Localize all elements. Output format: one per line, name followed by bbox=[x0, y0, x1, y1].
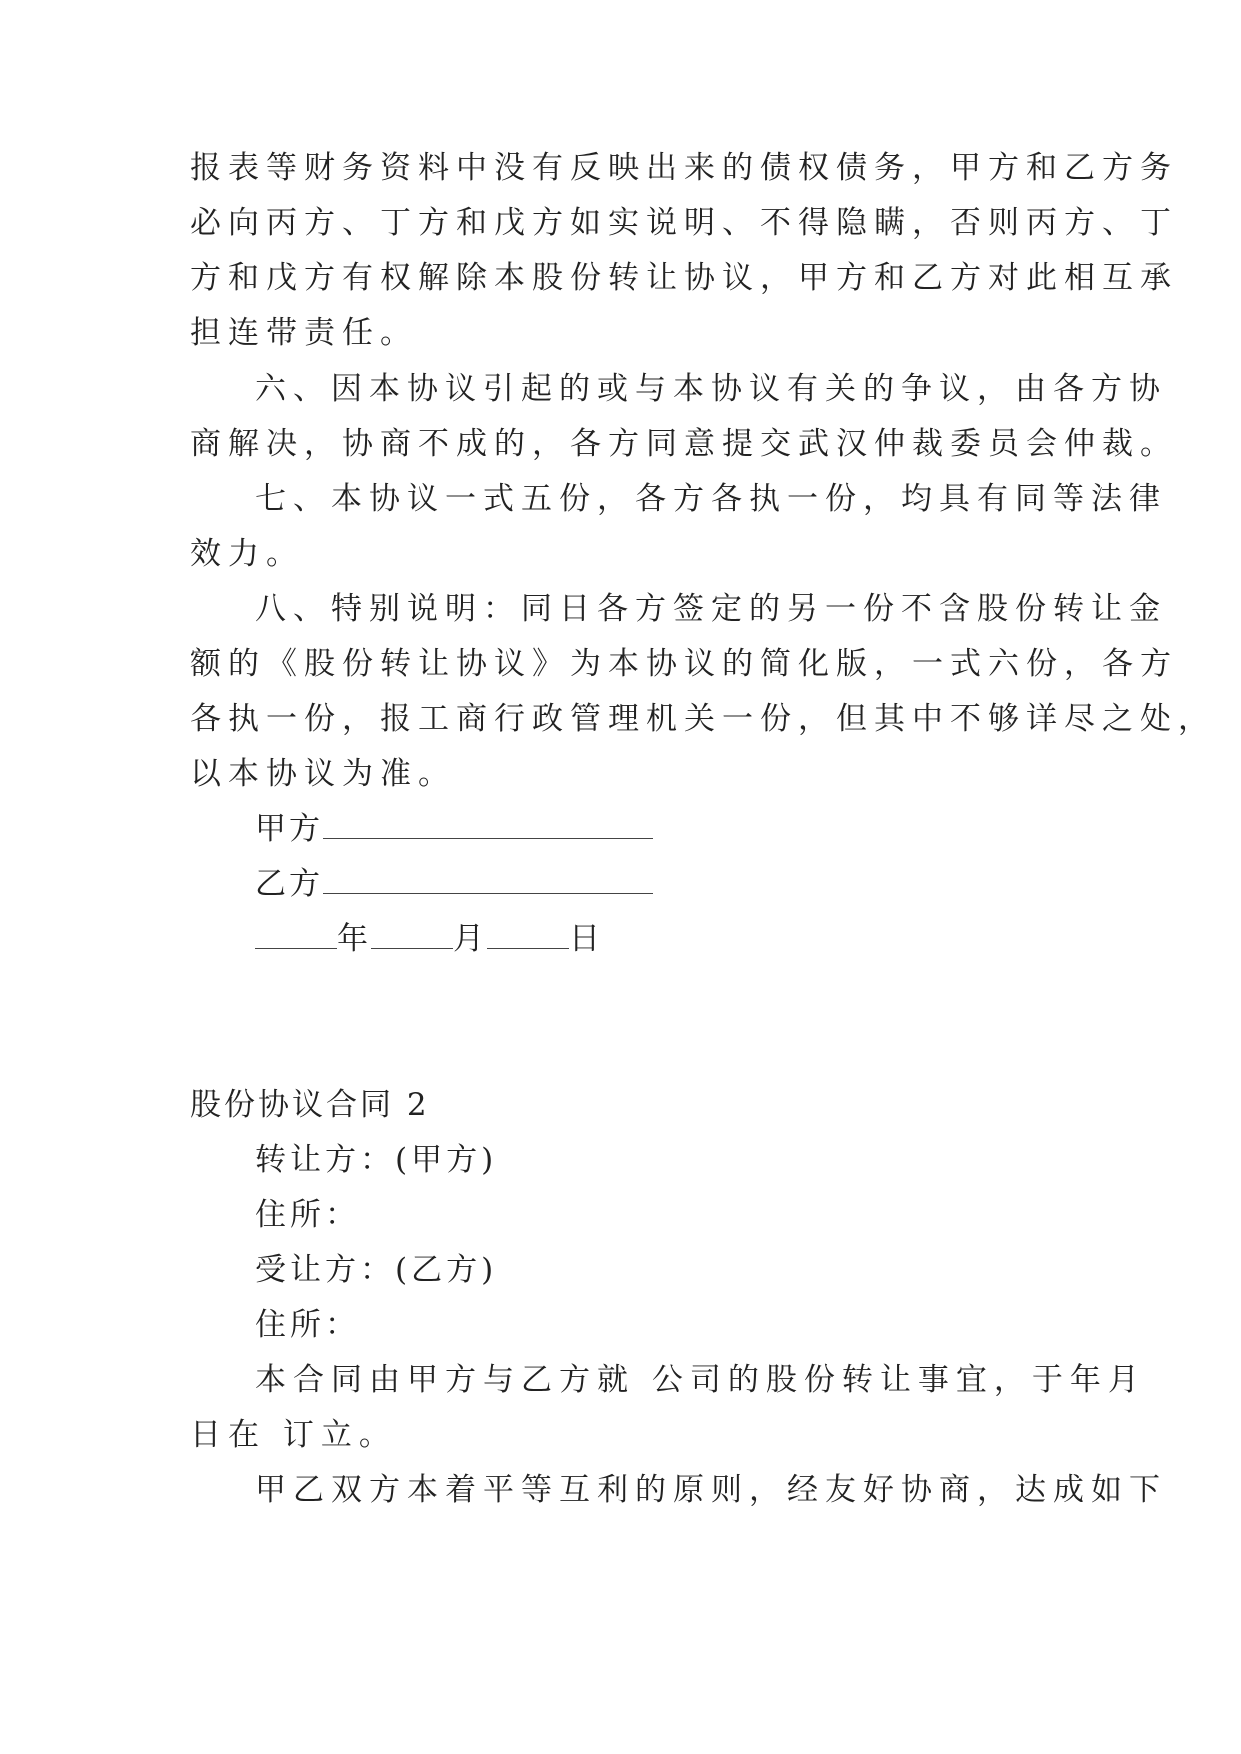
paragraph-line: 效力。 bbox=[190, 536, 304, 572]
party-a-signature-blank bbox=[323, 804, 653, 839]
signing-date bbox=[255, 910, 1125, 968]
year-label: 年 bbox=[337, 921, 371, 957]
paragraph-line: 必向丙方、丁方和戊方如实说明、不得隐瞒，否则丙方、丁 bbox=[190, 205, 1178, 241]
paragraph-line: 报表等财务资料中没有反映出来的债权债务，甲方和乙方务 bbox=[190, 150, 1178, 186]
clause-eight-line: 八、特别说明：同日各方签定的另一份不含股份转让金 bbox=[255, 591, 1167, 627]
clause-seven-line: 七、本协议一式五份，各方各执一份，均具有同等法律 bbox=[255, 481, 1167, 517]
agreement-principle-line: 甲乙双方本着平等互利的原则，经友好协商，达成如下 bbox=[255, 1472, 1167, 1508]
year-blank bbox=[255, 914, 337, 949]
transferor-line: 转让方：(甲方) bbox=[255, 1142, 498, 1178]
transferee-address-line: 住所： bbox=[255, 1307, 360, 1343]
party-b-signature bbox=[255, 855, 1125, 913]
paragraph-line: 以本协议为准。 bbox=[190, 756, 456, 792]
party-b-label: 乙方 bbox=[255, 866, 323, 902]
party-a-label: 甲方 bbox=[255, 811, 323, 847]
paragraph-line: 额的《股份转让协议》为本协议的简化版，一式六份，各方 bbox=[190, 646, 1178, 682]
transferee-line: 受让方：(乙方) bbox=[255, 1252, 498, 1288]
clause-six-line: 六、因本协议引起的或与本协议有关的争议，由各方协 bbox=[255, 371, 1167, 407]
paragraph-line: 各执一份，报工商行政管理机关一份，但其中不够详尽之处， bbox=[190, 701, 1216, 737]
paragraph-line: 担连带责任。 bbox=[190, 315, 418, 351]
section-heading: 股份协议合同 2 bbox=[190, 1087, 430, 1123]
month-blank bbox=[371, 914, 453, 949]
paragraph-line: 方和戊方有权解除本股份转让协议，甲方和乙方对此相互承 bbox=[190, 260, 1178, 296]
day-label: 日 bbox=[569, 921, 603, 957]
party-b-signature-blank bbox=[323, 859, 653, 894]
party-a-signature bbox=[255, 800, 1125, 858]
transferor-address-line: 住所： bbox=[255, 1197, 360, 1233]
paragraph-line: 日在 订立。 bbox=[190, 1417, 397, 1453]
month-label: 月 bbox=[453, 921, 487, 957]
day-blank bbox=[487, 914, 569, 949]
paragraph-line: 商解决，协商不成的，各方同意提交武汉仲裁委员会仲裁。 bbox=[190, 426, 1178, 462]
contract-intro-line: 本合同由甲方与乙方就 公司的股份转让事宜，于年月 bbox=[255, 1362, 1146, 1398]
